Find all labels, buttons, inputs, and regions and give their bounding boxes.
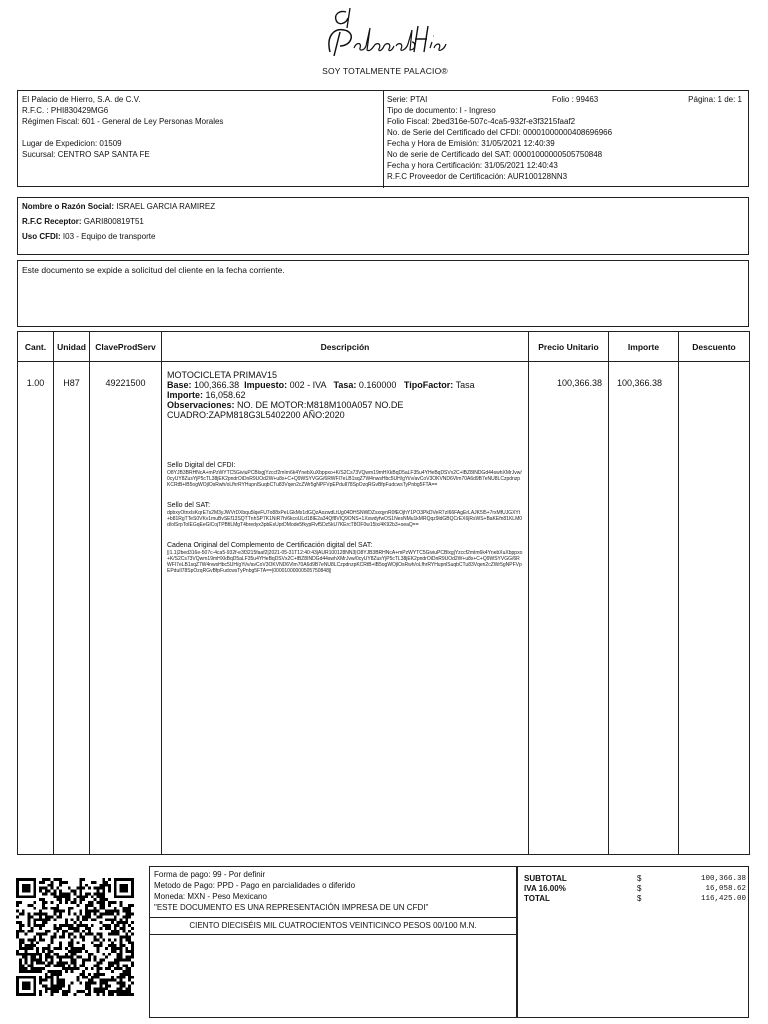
item-tasa: 0.160000 — [358, 380, 397, 390]
item-importe-label: Importe: — [167, 390, 203, 400]
subtotal-currency: $ — [637, 874, 642, 883]
note-box — [17, 260, 749, 327]
item-cant: 1.00 — [18, 362, 54, 855]
iva-value: 16,058.62 — [705, 885, 746, 893]
document-fecha-emision: Fecha y Hora de Emisión: 31/05/2021 12:40:39 — [387, 139, 555, 148]
item-importe: 100,366.38 — [609, 362, 679, 855]
cfdi-seal-label: Sello Digital del CFDI: — [167, 462, 236, 469]
items-table — [17, 331, 750, 855]
sat-seal: dpbxyOtnxIsKqrE7s2M3yJWVrDXbqu5lqeFU7o88xPeLGkMx1dGQzAozwdLtUg04DHSNWDZsxqynR0fEOjhY1PO3PkDVeR7zI66FAgErLAJK5l5+7rxMfUJGXYt+b81RgTTeS0VKv1muBvSEf13SQTTnhSP7K1NiR7h/6kcoULd18IE2a34Qf8VIQ9ONS+1XxwdyfwOS1NesNMu1kMRQqz9ldGBQCrEX6jRsWS+BaKEfn81KLM0d/olSrpToIEGqEeGlCojTPBfiLMgT4bredyx3pbEsUprDMode5fkypFlvf5Dz5kU7KErcT8OF0w15lx/4K92b3+oeaQ== — [167, 510, 523, 528]
subtotal-value: 100,366.38 — [700, 875, 746, 883]
total-currency: $ — [637, 894, 642, 903]
document-pagina: Página: 1 de: 1 — [688, 95, 742, 104]
iva-label: IVA 16.00% — [524, 884, 566, 893]
payment-divider — [150, 917, 516, 918]
receiver-rfc: GARI800819T51 — [83, 217, 144, 226]
issuer-divider — [383, 91, 384, 188]
document-note: Este documento se expide a solicitud del cliente en la fecha corriente. — [22, 265, 285, 275]
column-header-descripcion: Descripción — [162, 332, 529, 362]
totals-row-subtotal — [524, 874, 746, 884]
item-tipofactor-label: TipoFactor: — [403, 380, 454, 390]
column-header-unidad: Unidad — [54, 332, 90, 362]
receiver-box — [17, 197, 749, 255]
amount-in-words: CIENTO DIECISÉIS MIL CUATROCIENTOS VEINTICINCO PESOS 00/100 M.N. — [189, 921, 477, 930]
item-product: MOTOCICLETA PRIMAV15 — [167, 370, 278, 380]
issuer-regimen: Régimen Fiscal: 601 - General de Ley Personas Morales — [22, 117, 224, 126]
issuer-lugar: Lugar de Expedicion: 01509 — [22, 139, 122, 148]
column-header-descuento: Descuento — [679, 332, 750, 362]
column-header-importe: Importe — [609, 332, 679, 362]
payment-divider-2 — [150, 934, 516, 935]
sat-seal-label: Sello del SAT: — [167, 502, 211, 509]
item-importe-tax: 16,058.62 — [205, 390, 246, 400]
item-descuento — [679, 362, 750, 855]
item-obs-line2: CUADRO:ZAPM818G3L5402200 AÑO:2020 — [167, 410, 345, 420]
payment-metodo: Metodo de Pago: PPD - Pago en parcialidades o diferido — [154, 881, 356, 890]
cadena-original-label: Cadena Original del Complemento de Certificación digital del SAT: — [167, 542, 373, 549]
payment-leyenda: "ESTE DOCUMENTO ES UNA REPRESENTACIÓN IMPRESA DE UN CFDI" — [154, 903, 429, 912]
issuer-rfc: R.F.C. : PHI830429MG6 — [22, 106, 109, 115]
payment-moneda: Moneda: MXN - Peso Mexicano — [154, 892, 267, 901]
iva-currency: $ — [637, 884, 642, 893]
receiver-name: ISRAEL GARCIA RAMIREZ — [116, 202, 216, 211]
item-base: 100,366.38 — [194, 380, 240, 390]
column-header-clave: ClaveProdServ — [90, 332, 162, 362]
item-tipofactor: Tasa — [455, 380, 475, 390]
item-precio: 100,366.38 — [529, 362, 609, 855]
table-row — [18, 362, 750, 855]
document-fecha-cert: Fecha y hora Certificación: 31/05/2021 12:40:43 — [387, 161, 558, 170]
item-impuesto-label: Impuesto: — [244, 380, 288, 390]
receiver-uso-label: Uso CFDI: — [22, 232, 61, 241]
column-header-cant: Cant. — [18, 332, 54, 362]
cadena-original: ||1.1|2bed316e-507c-4ca5-932f-e3f3215faaf2|2021-05-31T12:40:43|AUR100128NN3|O8YJB3BRHNcA+mPzWYTC5GiviuPCBlxgjYzccf2mIm6k4YnebXuXbppxo+K/S2Cs73VQwm19mHXkBqD5aLF35u4YHeBqDSVx2C+lBZ8INDGd44swhXMrJvw/0cyUY8ZusYjP5cTL38jEK2pndrOiDnR9UOd2W+u8x+C+Q9WSYVGG/6RWFI7eLB1sqZ7W4nwsHbc5UH/gYi/v/avCoV3OKVND6Vlm70A6d9B7eNU8LCzpdnzpKCRtB+lB5ogWOjlOsRwh/oLfhrRYHupnlSuqbCTu83Vqen2cZWr5gNPFVpEPduIl78SpOzqRGvBfpFudcwsTyPnbg5FTA==|00001000000505750848|| — [167, 550, 523, 574]
receiver-uso: I03 - Equipo de transporte — [62, 232, 156, 241]
receiver-name-label: Nombre o Razón Social: — [22, 202, 115, 211]
document-folio-fiscal: Folio Fiscal: 2bed316e-507c-4ca5-932f-e3f3215faaf2 — [387, 117, 576, 126]
item-base-label: Base: — [167, 380, 192, 390]
items-header-row — [18, 332, 750, 362]
item-description-cell — [162, 362, 529, 855]
issuer-info — [22, 94, 223, 160]
totals-row-total — [524, 894, 746, 904]
item-impuesto: 002 - IVA — [289, 380, 326, 390]
company-slogan: SOY TOTALMENTE PALACIO® — [322, 66, 448, 76]
total-value: 116,425.00 — [700, 895, 746, 903]
item-clave: 49221500 — [90, 362, 162, 855]
qr-code — [16, 878, 134, 996]
palacio-de-hierro-logo-icon — [320, 6, 450, 64]
issuer-name: El Palacio de Hierro, S.A. de C.V. — [22, 95, 141, 104]
document-rfc-proveedor: R.F.C Proveedor de Certificación: AUR100128NN3 — [387, 172, 568, 181]
document-serie-cert: No. de Serie del Certificado del CFDI: 00001000000408696966 — [387, 128, 613, 137]
subtotal-label: SUBTOTAL — [524, 874, 567, 883]
issuer-info-box — [17, 90, 749, 187]
qr-code-icon — [16, 878, 134, 996]
document-serie: Serie: PTAI — [387, 95, 428, 104]
item-unidad: H87 — [54, 362, 90, 855]
totals-row-iva — [524, 884, 746, 894]
cfdi-seal: O8YJB3BRHNcA+mPzWYTC5GiviuPCBlxgjYzccf2mIm6k4YnebXuXbppxo+K/S2Cs73VQwm19mHXkBqD5aLF35u4YHeBqDSVx2C+lBZ8INDGd44swhXMrJvw/0cyUY8ZusYjP5cTL38jEK2pndrOiDnR9UOd2W+u8x+C+Q9WSYVGG/6RWFI7eLB1sqZ7W4nwsHbc5UH/gYi/v/avCoV3OKVND6Vlm70A6d9B7eNU8LCzpdnzpKCRtB+lB5ogWOjlOsRwh/oLfhrRYHupnlSuqbCTu83Vqen2cZWr5gNPFVpEPduIl78SpOzqRGvBfpFudcwsTyPnbg5FTA== — [167, 470, 522, 488]
document-tipo: Tipo de documento: I - Ingreso — [387, 106, 496, 115]
column-header-precio: Precio Unitario — [529, 332, 609, 362]
total-label: TOTAL — [524, 894, 550, 903]
totals-box — [517, 866, 749, 1018]
item-obs-label: Observaciones: — [167, 400, 235, 410]
document-info — [387, 94, 612, 182]
item-tasa-label: Tasa: — [333, 380, 357, 390]
document-folio: Folio : 99463 — [552, 95, 599, 104]
payment-box — [149, 866, 517, 1018]
receiver-rfc-label: R.F.C Receptor: — [22, 217, 82, 226]
totals-list — [524, 874, 746, 904]
payment-forma: Forma de pago: 99 - Por definir — [154, 870, 266, 879]
document-serie-sat: No de serie de Certificado del SAT: 00001000000505750848 — [387, 150, 603, 159]
item-obs-line1: NO. DE MOTOR:M818M100A057 NO.DE — [237, 400, 404, 410]
issuer-sucursal: Sucursal: CENTRO SAP SANTA FE — [22, 150, 150, 159]
company-logo — [300, 6, 470, 84]
